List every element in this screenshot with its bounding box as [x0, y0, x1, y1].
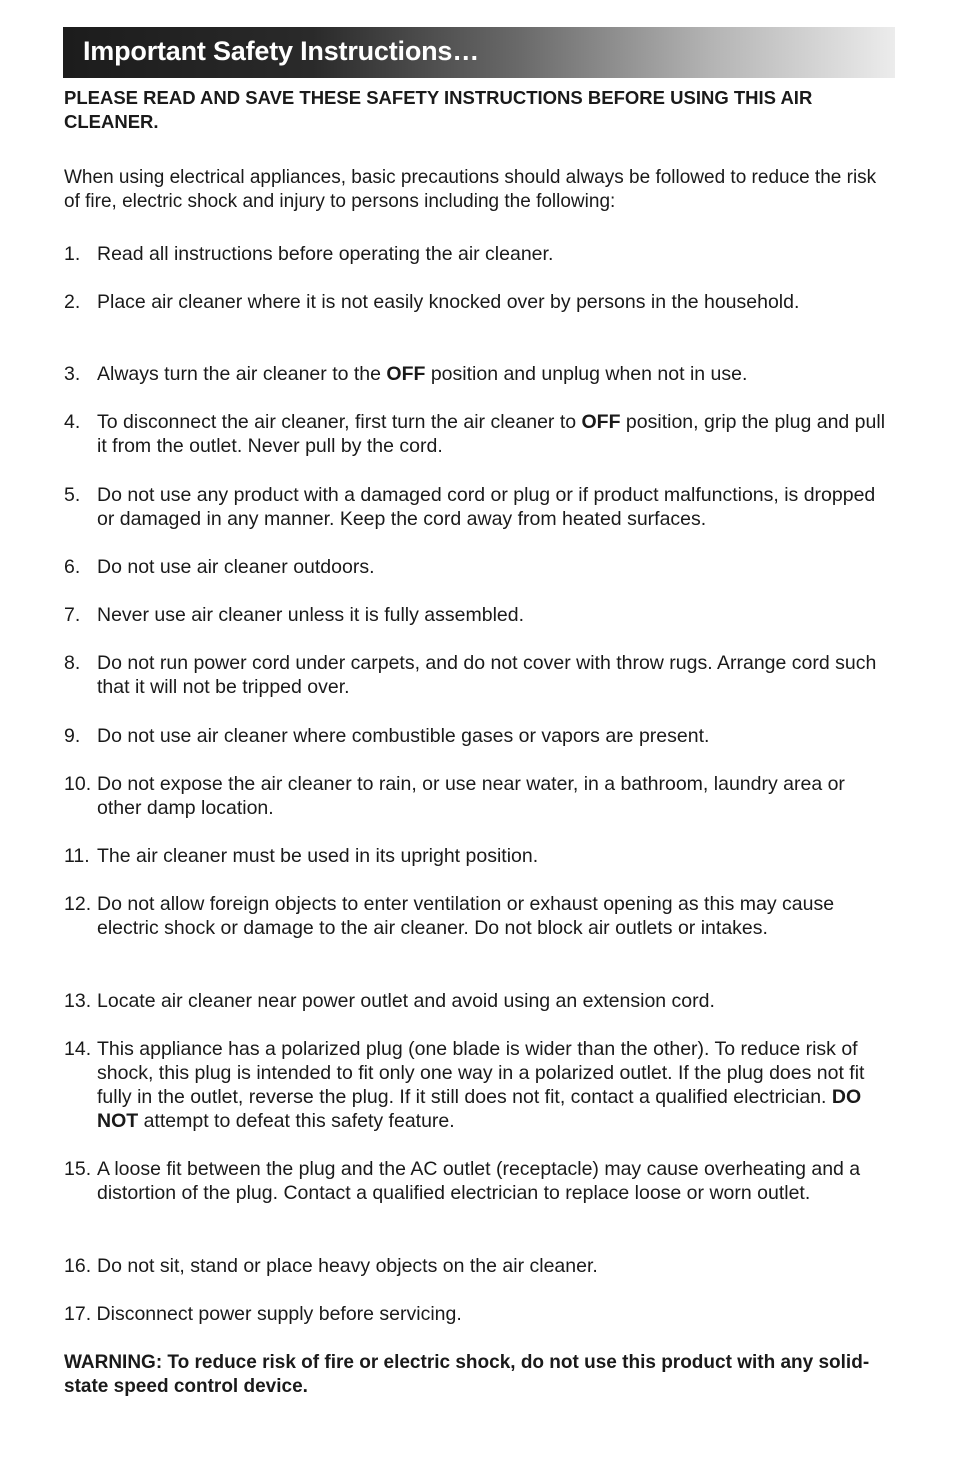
list-item-13 [64, 989, 894, 1013]
item-text: Place air cleaner where it is not easily knocked over by persons in the household. [97, 291, 800, 313]
list-item-7 [64, 603, 894, 627]
item-text: This appliance has a polarized plug (one blade is wider than the other). To reduce risk of shock, this plug is intended to fit only one way in a polarized outlet. If the plug does not fit fully in the outlet, reverse the plug. If it still does not fit, contact a qualified electrician. DO NOT attempt to defeat this safety feature. [97, 1038, 865, 1132]
item-text: Do not use air cleaner where combustible gases or vapors are present. [97, 725, 710, 747]
list-item-1 [64, 242, 894, 266]
item-number: 5. [64, 484, 81, 506]
list-item-9 [64, 724, 894, 748]
item-text: To disconnect the air cleaner, first turn the air cleaner to OFF position, grip the plug and pull it from the outlet. Never pull by the cord. [97, 411, 886, 457]
item-number: 12. [64, 893, 92, 915]
list-item-14 [64, 1037, 894, 1133]
list-item-8 [64, 651, 894, 699]
item-number: 8. [64, 652, 81, 674]
warning-notice: WARNING: To reduce risk of fire or electric shock, do not use this product with any solid-state speed control device. [64, 1352, 870, 1397]
item-text: 17. Disconnect power supply before servicing. [64, 1303, 462, 1325]
list-item-15 [64, 1157, 894, 1205]
off-emphasis: OFF [581, 411, 621, 433]
item-number: 14. [64, 1038, 92, 1060]
item-number: 15. [64, 1158, 92, 1180]
item-text: The air cleaner must be used in its upright position. [97, 845, 539, 867]
list-item-11 [64, 844, 894, 868]
item-number: 17. [64, 1303, 92, 1325]
item-text: Never use air cleaner unless it is fully assembled. [97, 604, 525, 626]
item-number: 4. [64, 411, 81, 433]
list-item-10 [64, 772, 894, 820]
item-text: Do not use any product with a damaged cord or plug or if product malfunctions, is dropped or damaged in any manner. Keep the cord away from heated surfaces. [97, 484, 876, 530]
item-text: Do not run power cord under carpets, and do not cover with throw rugs. Arrange cord such that it will not be tripped over. [97, 652, 877, 698]
item-text: Do not sit, stand or place heavy objects on the air cleaner. [97, 1255, 598, 1277]
list-item-16 [64, 1254, 894, 1278]
item-text: A loose fit between the plug and the AC outlet (receptacle) may cause overheating and a distortion of the plug. Contact a qualified electrician to replace loose or worn outlet. [97, 1158, 861, 1204]
list-item-3 [64, 362, 894, 386]
item-text: Always turn the air cleaner to the OFF position and unplug when not in use. [97, 363, 748, 385]
item-number: 13. [64, 990, 92, 1012]
list-item-4 [64, 410, 894, 458]
item-text: Do not use air cleaner outdoors. [97, 556, 375, 578]
item-number: 11. [64, 845, 90, 867]
item-number: 6. [64, 556, 81, 578]
read-and-save-notice: PLEASE READ AND SAVE THESE SAFETY INSTRUCTIONS BEFORE USING THIS AIR CLEANER. [64, 87, 813, 132]
item-number: 7. [64, 604, 81, 626]
item-number: 9. [64, 725, 81, 747]
list-item-2 [64, 290, 894, 314]
item-text: Do not allow foreign objects to enter ventilation or exhaust opening as this may cause electric shock or damage to the air cleaner. Do not block air outlets or intakes. [97, 893, 835, 939]
list-item-6 [64, 555, 894, 579]
list-item-12 [64, 892, 894, 940]
title-banner [63, 27, 895, 78]
item-number: 2. [64, 291, 81, 313]
do-not-emphasis: DO NOT [97, 1086, 862, 1132]
list-item-17 [64, 1302, 894, 1326]
item-number: 1. [64, 243, 81, 265]
item-text: Read all instructions before operating the air cleaner. [97, 243, 554, 265]
item-text: Do not expose the air cleaner to rain, or use near water, in a bathroom, laundry area or other damp location. [97, 773, 845, 819]
item-number: 10. [64, 773, 92, 795]
list-item-5 [64, 483, 894, 531]
item-number: 3. [64, 363, 81, 385]
page-title: Important Safety Instructions… [83, 36, 480, 66]
intro-paragraph: When using electrical appliances, basic precautions should always be followed to reduce the risk of fire, electric shock and injury to persons including the following: [64, 167, 877, 212]
item-text: Locate air cleaner near power outlet and avoid using an extension cord. [97, 990, 715, 1012]
off-emphasis: OFF [386, 363, 426, 385]
item-number: 16. [64, 1255, 92, 1277]
